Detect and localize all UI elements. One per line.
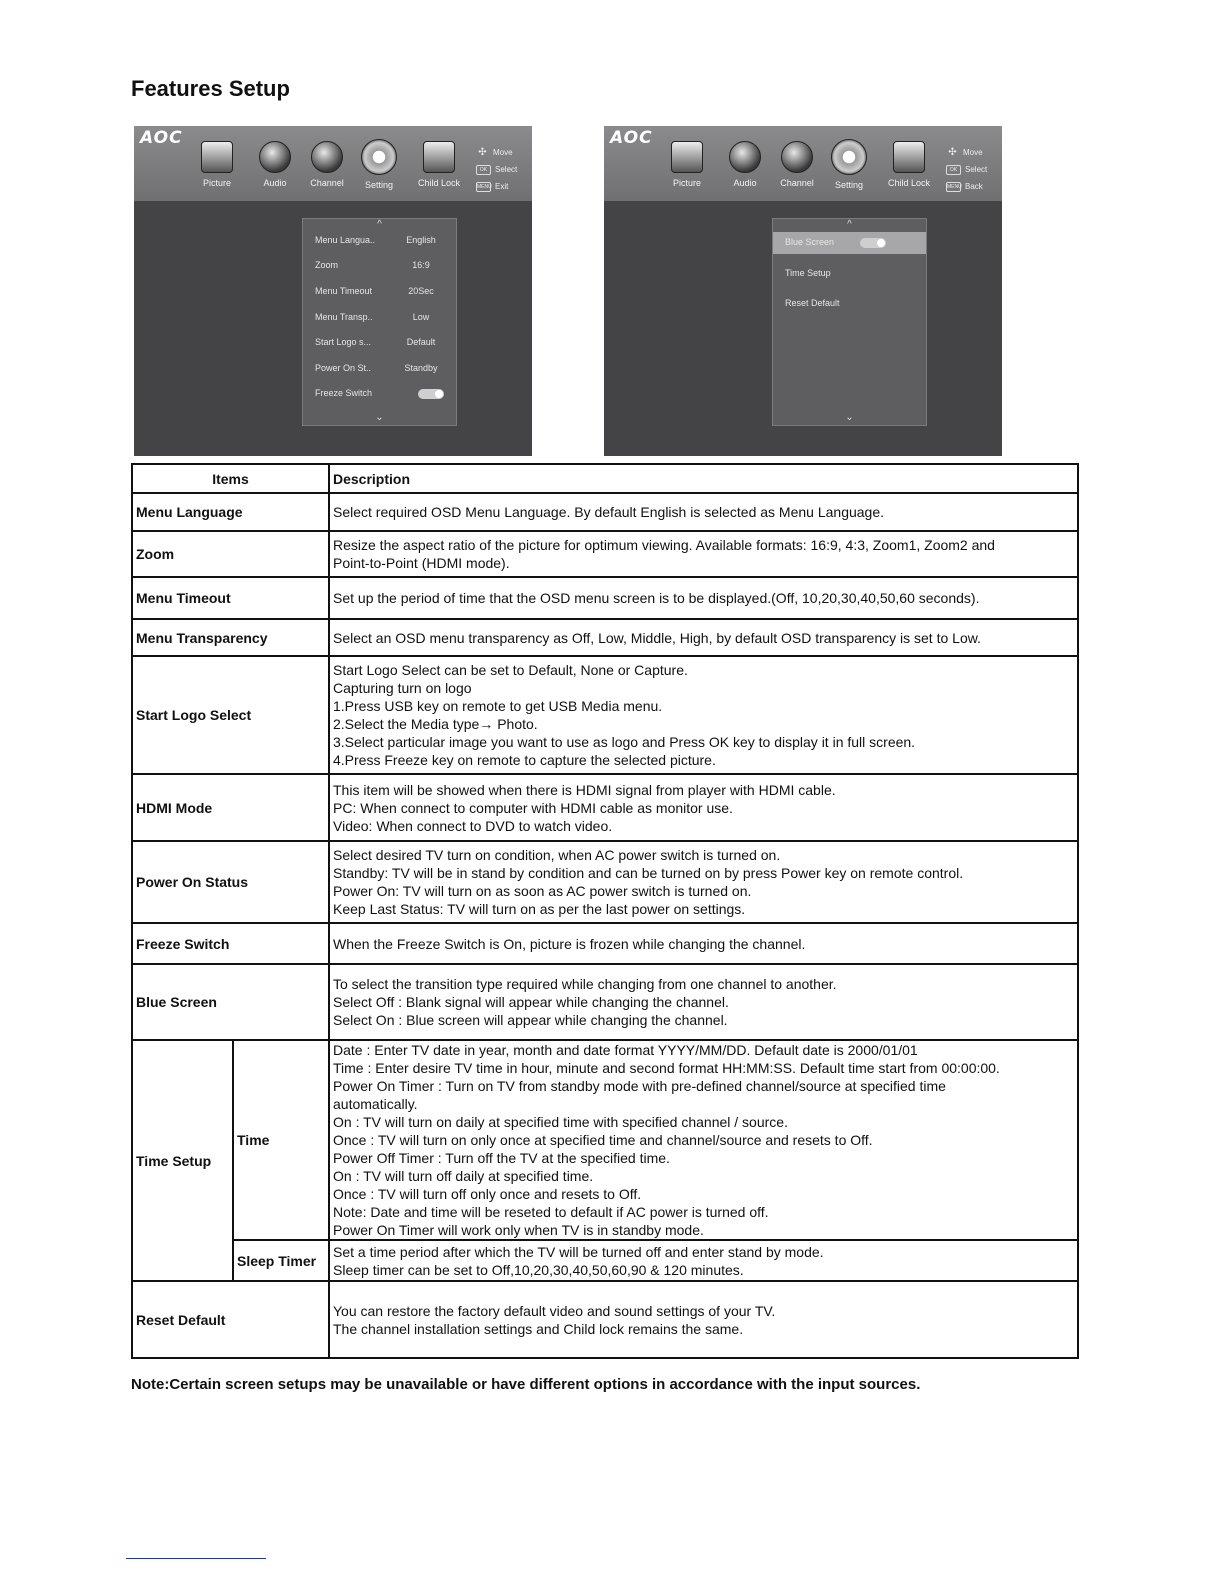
move-icon: ✣ <box>478 146 487 158</box>
gear-icon <box>831 139 867 175</box>
menu-item-reset-default[interactable]: Reset Default <box>785 298 840 308</box>
chevron-up-icon[interactable]: ^ <box>847 219 852 230</box>
chevron-up-icon[interactable]: ^ <box>377 219 382 230</box>
menu-item-freeze-switch[interactable]: Freeze Switch <box>315 388 446 402</box>
move-icon: ✣ <box>948 146 957 158</box>
tab-audio[interactable]: Audio <box>718 141 772 188</box>
header-items: Items <box>132 464 329 493</box>
table-row: Start Logo Select Start Logo Select can be set to Default, None or Capture. Capturing turn on logo 1.Press USB key on remote to get USB Media menu. 2.Select the Media type→ Photo. 3.Select particular image you want to use as logo and Press OK key to display it in full screen. 4.Press Freeze key on remote to capture the selected picture. <box>132 656 1078 774</box>
tab-channel[interactable]: Channel <box>300 141 354 188</box>
menu-item-blue-screen[interactable]: Blue Screen <box>785 237 916 251</box>
tab-audio[interactable]: Audio <box>248 141 302 188</box>
chevron-down-icon[interactable]: ⌄ <box>375 412 384 423</box>
osd-top-bar <box>604 126 1002 201</box>
table-row: Reset Default You can restore the factory default video and sound settings of your TV. The channel installation settings and Child lock remains the same. <box>132 1281 1078 1358</box>
tab-channel[interactable]: Channel <box>770 141 824 188</box>
table-row: Menu Timeout Set up the period of time that the OSD menu screen is to be displayed.(Off, 10,20,30,40,50,60 seconds). <box>132 577 1078 619</box>
speaker-icon <box>729 141 761 173</box>
table-row: Zoom Resize the aspect ratio of the picture for optimum viewing. Available formats: 16:9, 4:3, Zoom1, Zoom2 and Point-to-Point (HDMI mode). <box>132 531 1078 577</box>
clapperboard-icon <box>201 141 233 173</box>
chevron-down-icon[interactable]: ⌄ <box>845 412 854 423</box>
page-title: Features Setup <box>131 76 290 101</box>
menu-item-zoom[interactable]: Zoom 16:9 <box>315 260 430 270</box>
features-table <box>131 463 1079 1359</box>
ok-key-icon: OK <box>476 165 491 175</box>
table-row: Sleep Timer Set a time period after which the TV will be turned off and enter stand by mode. Sleep timer can be set to Off,10,20,30,40,50,60,90 & 120 minutes. <box>132 1240 1078 1281</box>
ok-key-icon: OK <box>946 165 961 175</box>
table-row: HDMI Mode This item will be showed when there is HDMI signal from player with HDMI cable. PC: When connect to computer with HDMI cable as monitor use. Video: When connect to DVD to watch video. <box>132 774 1078 841</box>
tab-picture[interactable]: Picture <box>660 141 714 188</box>
satellite-dish-icon <box>781 141 813 173</box>
tab-picture[interactable]: Picture <box>190 141 244 188</box>
table-row: Power On Status Select desired TV turn on condition, when AC power switch is turned on. Standby: TV will be in stand by condition and can be turned on by press Power key on remote control. Power On: TV will turn on as soon as AC power switch is turned on. Keep Last Status: TV will turn on as per the last power on settings. <box>132 841 1078 923</box>
tab-child-lock[interactable]: Child Lock <box>882 141 936 188</box>
header-description: Description <box>329 464 1078 493</box>
menu-item-start-logo[interactable]: Start Logo s... Default <box>315 337 436 347</box>
osd-top-bar <box>134 126 532 201</box>
lock-icon <box>423 141 455 173</box>
menu-key-icon: MENU <box>947 183 962 190</box>
menu-item-menu-timeout[interactable]: Menu Timeout 20Sec <box>315 286 434 296</box>
menu-item-menu-language[interactable]: Menu Langua.. English <box>315 235 436 245</box>
tab-setting[interactable]: Setting <box>822 141 876 190</box>
speaker-icon <box>259 141 291 173</box>
osd-key-legend: ✣ Move OK Select MENU Exit <box>477 146 518 191</box>
menu-item-menu-transparency[interactable]: Menu Transp.. Low <box>315 312 430 322</box>
osd-screenshot-settings-page2 <box>604 126 1002 456</box>
osd-screenshot-settings-page1 <box>134 126 532 456</box>
lock-icon <box>893 141 925 173</box>
satellite-dish-icon <box>311 141 343 173</box>
table-row: Menu Language Select required OSD Menu Language. By default English is selected as Menu Language. <box>132 493 1078 531</box>
tab-setting[interactable]: Setting <box>352 141 406 190</box>
osd-settings-menu <box>772 218 927 426</box>
menu-item-time-setup[interactable]: Time Setup <box>785 268 831 278</box>
table-row: Time Setup Time Date : Enter TV date in year, month and date format YYYY/MM/DD. Default date is 2000/01/01 Time : Enter desire TV time in hour, minute and second format HH:MM:SS. Default time start from 00:00:00. Power On Timer : Turn on TV from standby mode with pre-defined channel/source at specified time automatically. On : TV will turn on daily at specified time with specified channel / source. Once : TV will turn on only once at specified time and channel/source and resets to Off. Power Off Timer : Turn off the TV at the specified time. On : TV will turn off daily at specified time. Once : TV will turn off only once and resets to Off. Note: Date and time will be reseted to default if AC power is turned off. Power On Timer will work only when TV is in standby mode. <box>132 1040 1078 1240</box>
table-row: Menu Transparency Select an OSD menu transparency as Off, Low, Middle, High, by default OSD transparency is set to Low. <box>132 619 1078 656</box>
gear-icon <box>361 139 397 175</box>
footer-divider <box>126 1558 266 1559</box>
footnote: Note:Certain screen setups may be unavailable or have different options in accordance with the input sources. <box>131 1376 921 1393</box>
tab-child-lock[interactable]: Child Lock <box>412 141 466 188</box>
menu-item-power-on-status[interactable]: Power On St.. Standby <box>315 363 438 373</box>
freeze-switch-toggle[interactable] <box>418 389 444 399</box>
table-row: Blue Screen To select the transition type required while changing from one channel to another. Select Off : Blank signal will appear while changing the channel. Select On : Blue screen will appear while changing the channel. <box>132 964 1078 1040</box>
aoc-logo: AOC <box>140 128 183 148</box>
osd-key-legend: ✣ Move OK Select MENU Back <box>947 146 988 191</box>
clapperboard-icon <box>671 141 703 173</box>
table-row: Freeze Switch When the Freeze Switch is On, picture is frozen while changing the channel. <box>132 923 1078 964</box>
menu-key-icon: MENU <box>477 183 492 190</box>
osd-settings-menu <box>302 218 457 426</box>
blue-screen-toggle[interactable] <box>860 238 886 248</box>
aoc-logo: AOC <box>610 128 653 148</box>
